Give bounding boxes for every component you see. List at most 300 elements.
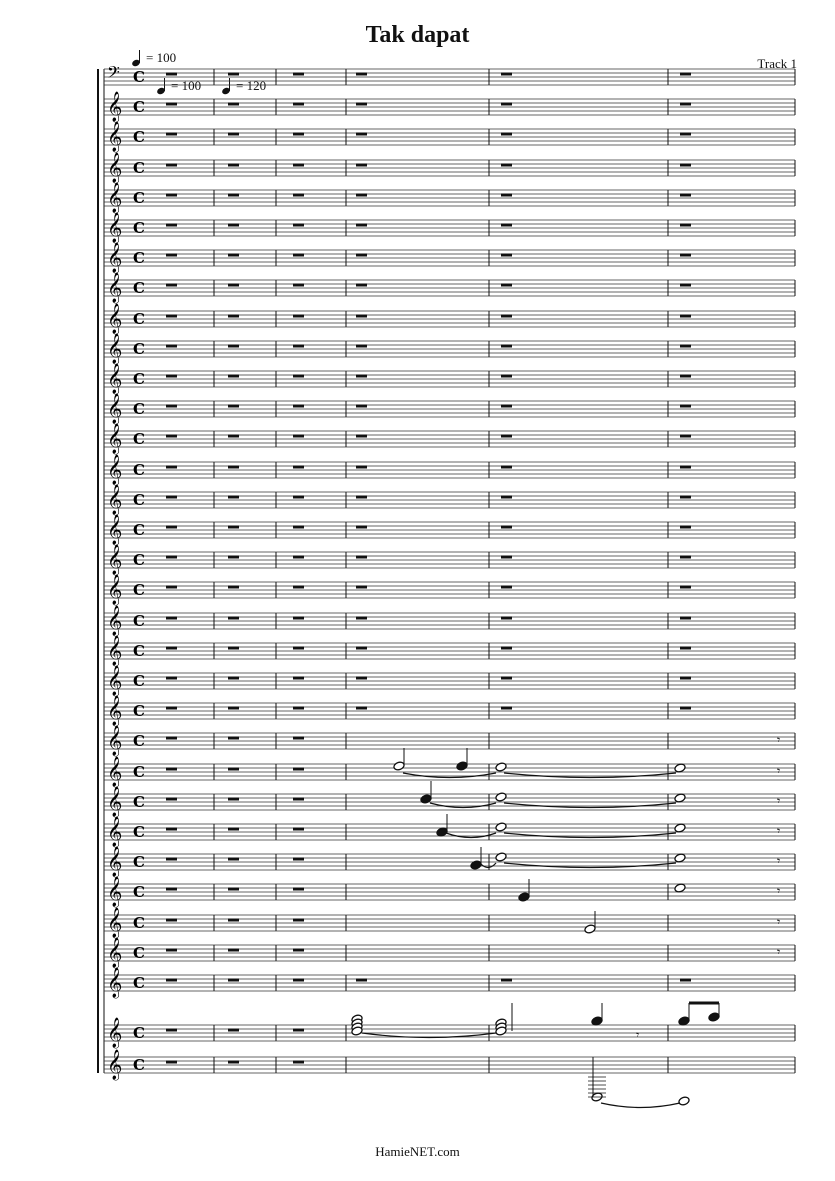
whole-rest bbox=[680, 435, 691, 438]
treble-clef-icon: 𝄞 bbox=[107, 877, 123, 907]
time-signature: C bbox=[133, 98, 145, 116]
staff bbox=[104, 423, 795, 455]
whole-rest bbox=[166, 164, 177, 167]
whole-rest bbox=[293, 133, 304, 136]
tie bbox=[504, 773, 676, 778]
treble-clef-icon: 𝄞 bbox=[107, 908, 123, 938]
whole-rest bbox=[680, 526, 691, 529]
whole-rest bbox=[680, 194, 691, 197]
staff bbox=[104, 242, 795, 274]
staff bbox=[104, 876, 795, 908]
note-head bbox=[495, 852, 507, 862]
treble-clef-icon: 𝄞 bbox=[107, 606, 123, 636]
treble-clef-icon: 𝄞 bbox=[107, 575, 123, 605]
whole-rest bbox=[501, 224, 512, 227]
treble-clef-icon: 𝄞 bbox=[107, 666, 123, 696]
staff bbox=[104, 756, 795, 788]
time-signature: C bbox=[133, 219, 145, 237]
time-signature: C bbox=[133, 1024, 145, 1042]
time-signature: C bbox=[133, 491, 145, 509]
whole-rest bbox=[356, 164, 367, 167]
eighth-rest-icon: 𝄾 bbox=[777, 794, 781, 808]
whole-rest bbox=[228, 103, 239, 106]
staff bbox=[104, 303, 795, 335]
staff bbox=[104, 62, 795, 86]
staff bbox=[104, 816, 795, 848]
whole-rest bbox=[680, 647, 691, 650]
whole-rest bbox=[228, 828, 239, 831]
treble-clef-icon: 𝄞 bbox=[107, 424, 123, 454]
whole-rest bbox=[228, 556, 239, 559]
footer-credit: HamieNET.com bbox=[375, 1144, 460, 1159]
tempo-mark-1: = 100 bbox=[132, 50, 176, 66]
whole-rest bbox=[680, 617, 691, 620]
whole-rest bbox=[356, 496, 367, 499]
staff bbox=[104, 967, 795, 999]
whole-rest bbox=[293, 858, 304, 861]
staff bbox=[104, 574, 795, 606]
staff bbox=[104, 152, 795, 184]
treble-clef-icon: 𝄞 bbox=[107, 757, 123, 787]
whole-rest bbox=[293, 798, 304, 801]
whole-rest bbox=[501, 707, 512, 710]
whole-rest bbox=[356, 617, 367, 620]
time-signature: C bbox=[133, 914, 145, 932]
score-title: Tak dapat bbox=[365, 22, 470, 48]
whole-rest bbox=[501, 103, 512, 106]
staff bbox=[104, 1017, 795, 1049]
whole-rest bbox=[356, 707, 367, 710]
treble-clef-icon: 𝄞 bbox=[107, 636, 123, 666]
whole-rest bbox=[228, 979, 239, 982]
whole-rest bbox=[293, 526, 304, 529]
whole-rest bbox=[356, 526, 367, 529]
tempo-mark-3: = 120 bbox=[222, 78, 266, 94]
time-signature: C bbox=[133, 581, 145, 599]
whole-rest bbox=[166, 707, 177, 710]
treble-clef-icon: 𝄞 bbox=[107, 213, 123, 243]
whole-rest bbox=[680, 133, 691, 136]
time-signature: C bbox=[133, 128, 145, 146]
treble-clef-icon: 𝄞 bbox=[107, 485, 123, 515]
whole-rest bbox=[501, 496, 512, 499]
whole-rest bbox=[680, 979, 691, 982]
whole-rest bbox=[356, 979, 367, 982]
whole-rest bbox=[228, 466, 239, 469]
whole-rest bbox=[501, 677, 512, 680]
whole-rest bbox=[501, 315, 512, 318]
whole-rest bbox=[356, 254, 367, 257]
whole-rest bbox=[228, 1061, 239, 1064]
tie bbox=[480, 863, 496, 868]
whole-rest bbox=[166, 73, 177, 76]
whole-rest bbox=[356, 466, 367, 469]
whole-rest bbox=[166, 798, 177, 801]
tie bbox=[504, 803, 676, 808]
whole-rest bbox=[166, 103, 177, 106]
whole-rest bbox=[293, 949, 304, 952]
time-signature: C bbox=[133, 430, 145, 448]
whole-rest bbox=[293, 919, 304, 922]
whole-rest bbox=[293, 435, 304, 438]
whole-rest bbox=[228, 1029, 239, 1032]
whole-rest bbox=[228, 949, 239, 952]
staff bbox=[104, 1049, 795, 1081]
whole-rest bbox=[228, 858, 239, 861]
whole-rest bbox=[228, 798, 239, 801]
whole-rest bbox=[501, 556, 512, 559]
whole-rest bbox=[356, 284, 367, 287]
whole-rest bbox=[680, 284, 691, 287]
tie bbox=[601, 1103, 680, 1108]
time-signature: C bbox=[133, 974, 145, 992]
whole-rest bbox=[166, 979, 177, 982]
eighth-rest-icon: 𝄾 bbox=[777, 824, 781, 838]
whole-rest bbox=[293, 496, 304, 499]
staff bbox=[104, 937, 795, 969]
whole-rest bbox=[680, 315, 691, 318]
tie bbox=[430, 803, 496, 808]
whole-rest bbox=[166, 466, 177, 469]
treble-clef-icon: 𝄞 bbox=[107, 1018, 123, 1048]
eighth-rest-icon: 𝄾 bbox=[777, 733, 781, 747]
whole-rest bbox=[501, 375, 512, 378]
time-signature: C bbox=[133, 189, 145, 207]
treble-clef-icon: 𝄞 bbox=[107, 515, 123, 545]
whole-rest bbox=[228, 284, 239, 287]
time-signature: C bbox=[133, 551, 145, 569]
whole-rest bbox=[293, 979, 304, 982]
tie bbox=[504, 863, 676, 868]
whole-rest bbox=[166, 888, 177, 891]
eighth-rest-icon: 𝄾 bbox=[777, 764, 781, 778]
whole-rest bbox=[228, 375, 239, 378]
treble-clef-icon: 𝄞 bbox=[107, 153, 123, 183]
staff bbox=[104, 454, 795, 486]
staff bbox=[104, 514, 795, 546]
whole-rest bbox=[356, 345, 367, 348]
note-head bbox=[584, 924, 596, 934]
whole-rest bbox=[166, 949, 177, 952]
treble-clef-icon: 𝄞 bbox=[107, 455, 123, 485]
time-signature: C bbox=[133, 400, 145, 418]
whole-rest bbox=[166, 919, 177, 922]
whole-rest bbox=[356, 586, 367, 589]
time-signature: C bbox=[133, 823, 145, 841]
whole-rest bbox=[166, 1029, 177, 1032]
staff bbox=[104, 786, 795, 818]
time-signature: C bbox=[133, 672, 145, 690]
whole-rest bbox=[166, 647, 177, 650]
whole-rest bbox=[228, 526, 239, 529]
treble-clef-icon: 𝄞 bbox=[107, 273, 123, 303]
whole-rest bbox=[228, 768, 239, 771]
whole-rest bbox=[293, 375, 304, 378]
whole-rest bbox=[356, 375, 367, 378]
treble-clef-icon: 𝄞 bbox=[107, 817, 123, 847]
whole-rest bbox=[166, 375, 177, 378]
whole-rest bbox=[680, 164, 691, 167]
eighth-rest-icon: 𝄾 bbox=[777, 915, 781, 929]
whole-rest bbox=[501, 254, 512, 257]
whole-rest bbox=[293, 828, 304, 831]
eighth-rest-icon: 𝄾 bbox=[777, 854, 781, 868]
whole-rest bbox=[228, 73, 239, 76]
staff bbox=[104, 272, 795, 304]
whole-rest bbox=[680, 677, 691, 680]
whole-rest bbox=[356, 224, 367, 227]
whole-rest bbox=[680, 466, 691, 469]
whole-rest bbox=[228, 677, 239, 680]
whole-rest bbox=[293, 345, 304, 348]
whole-rest bbox=[166, 737, 177, 740]
whole-rest bbox=[356, 435, 367, 438]
whole-rest bbox=[228, 435, 239, 438]
whole-rest bbox=[228, 254, 239, 257]
whole-rest bbox=[293, 617, 304, 620]
note-head bbox=[393, 761, 405, 771]
time-signature: C bbox=[133, 461, 145, 479]
whole-rest bbox=[293, 224, 304, 227]
whole-rest bbox=[680, 375, 691, 378]
whole-rest bbox=[228, 919, 239, 922]
whole-rest bbox=[228, 617, 239, 620]
whole-rest bbox=[501, 979, 512, 982]
whole-rest bbox=[166, 284, 177, 287]
staff bbox=[104, 725, 795, 757]
note-head bbox=[456, 761, 468, 771]
treble-clef-icon: 𝄞 bbox=[107, 183, 123, 213]
time-signature: C bbox=[133, 763, 145, 781]
whole-rest bbox=[293, 466, 304, 469]
whole-rest bbox=[166, 315, 177, 318]
treble-clef-icon: 𝄞 bbox=[107, 334, 123, 364]
treble-clef-icon: 𝄞 bbox=[107, 364, 123, 394]
whole-rest bbox=[293, 73, 304, 76]
time-signature: C bbox=[133, 1056, 145, 1074]
treble-clef-icon: 𝄞 bbox=[107, 938, 123, 968]
whole-rest bbox=[356, 405, 367, 408]
whole-rest bbox=[680, 707, 691, 710]
staff bbox=[104, 695, 795, 727]
whole-rest bbox=[293, 164, 304, 167]
whole-rest bbox=[501, 617, 512, 620]
whole-rest bbox=[228, 315, 239, 318]
whole-rest bbox=[680, 254, 691, 257]
bass-clef-icon: 𝄢 bbox=[107, 62, 120, 86]
whole-rest bbox=[356, 133, 367, 136]
tie bbox=[403, 773, 496, 778]
staff bbox=[104, 484, 795, 516]
treble-clef-icon: 𝄞 bbox=[107, 122, 123, 152]
whole-rest bbox=[356, 194, 367, 197]
treble-clef-icon: 𝄞 bbox=[107, 726, 123, 756]
whole-rest bbox=[501, 647, 512, 650]
note-head bbox=[495, 792, 507, 802]
whole-rest bbox=[293, 677, 304, 680]
whole-rest bbox=[228, 164, 239, 167]
time-signature: C bbox=[133, 68, 145, 86]
time-signature: C bbox=[133, 612, 145, 630]
whole-rest bbox=[166, 677, 177, 680]
whole-rest bbox=[293, 103, 304, 106]
eighth-rest-icon: 𝄾 bbox=[777, 884, 781, 898]
time-signature: C bbox=[133, 159, 145, 177]
whole-rest bbox=[293, 1061, 304, 1064]
whole-rest bbox=[293, 647, 304, 650]
whole-rest bbox=[501, 164, 512, 167]
whole-rest bbox=[293, 284, 304, 287]
whole-rest bbox=[356, 556, 367, 559]
whole-rest bbox=[293, 707, 304, 710]
whole-rest bbox=[680, 345, 691, 348]
whole-rest bbox=[166, 194, 177, 197]
whole-rest bbox=[680, 103, 691, 106]
time-signature: C bbox=[133, 279, 145, 297]
whole-rest bbox=[166, 345, 177, 348]
whole-rest bbox=[356, 677, 367, 680]
whole-rest bbox=[228, 647, 239, 650]
whole-rest bbox=[228, 345, 239, 348]
whole-rest bbox=[228, 224, 239, 227]
whole-rest bbox=[680, 405, 691, 408]
whole-rest bbox=[501, 435, 512, 438]
whole-rest bbox=[166, 526, 177, 529]
staff bbox=[104, 605, 795, 637]
time-signature: C bbox=[133, 642, 145, 660]
staff bbox=[104, 212, 795, 244]
time-signature: C bbox=[133, 732, 145, 750]
treble-clef-icon: 𝄞 bbox=[107, 394, 123, 424]
whole-rest bbox=[680, 556, 691, 559]
note-head bbox=[518, 892, 530, 902]
whole-rest bbox=[501, 466, 512, 469]
staff bbox=[104, 665, 795, 697]
whole-rest bbox=[166, 858, 177, 861]
whole-rest bbox=[293, 1029, 304, 1032]
time-signature: C bbox=[133, 853, 145, 871]
whole-rest bbox=[166, 556, 177, 559]
whole-rest bbox=[680, 496, 691, 499]
whole-rest bbox=[293, 556, 304, 559]
treble-clef-icon: 𝄞 bbox=[107, 92, 123, 122]
whole-rest bbox=[166, 617, 177, 620]
whole-rest bbox=[501, 526, 512, 529]
treble-clef-icon: 𝄞 bbox=[107, 1050, 123, 1080]
staff bbox=[104, 121, 795, 153]
track-label: Track 1 bbox=[757, 56, 797, 71]
eighth-rest-icon: 𝄾 bbox=[777, 945, 781, 959]
whole-rest bbox=[228, 707, 239, 710]
whole-rest bbox=[356, 73, 367, 76]
note-head bbox=[470, 860, 482, 870]
whole-rest bbox=[356, 103, 367, 106]
whole-rest bbox=[228, 496, 239, 499]
whole-rest bbox=[356, 315, 367, 318]
whole-rest bbox=[166, 435, 177, 438]
whole-rest bbox=[166, 133, 177, 136]
time-signature: C bbox=[133, 370, 145, 388]
whole-rest bbox=[166, 828, 177, 831]
time-signature: C bbox=[133, 702, 145, 720]
note-head bbox=[708, 1012, 720, 1022]
staff bbox=[104, 363, 795, 395]
whole-rest bbox=[501, 586, 512, 589]
eighth-rest-icon: 𝄾 bbox=[636, 1028, 640, 1042]
whole-rest bbox=[501, 284, 512, 287]
whole-rest bbox=[166, 1061, 177, 1064]
time-signature: C bbox=[133, 340, 145, 358]
staff bbox=[104, 91, 795, 123]
time-signature: C bbox=[133, 249, 145, 267]
whole-rest bbox=[501, 73, 512, 76]
whole-rest bbox=[501, 405, 512, 408]
staff bbox=[104, 393, 795, 425]
whole-rest bbox=[166, 254, 177, 257]
whole-rest bbox=[166, 586, 177, 589]
note-head bbox=[495, 762, 507, 772]
whole-rest bbox=[293, 737, 304, 740]
whole-rest bbox=[680, 73, 691, 76]
whole-rest bbox=[228, 586, 239, 589]
treble-clef-icon: 𝄞 bbox=[107, 847, 123, 877]
whole-rest bbox=[228, 737, 239, 740]
note-head bbox=[495, 822, 507, 832]
whole-rest bbox=[293, 315, 304, 318]
whole-rest bbox=[293, 586, 304, 589]
whole-rest bbox=[166, 496, 177, 499]
tempo-mark-2: = 100 bbox=[157, 78, 201, 94]
whole-rest bbox=[680, 224, 691, 227]
whole-rest bbox=[293, 254, 304, 257]
treble-clef-icon: 𝄞 bbox=[107, 243, 123, 273]
whole-rest bbox=[166, 405, 177, 408]
whole-rest bbox=[228, 405, 239, 408]
time-signature: C bbox=[133, 521, 145, 539]
whole-rest bbox=[356, 647, 367, 650]
treble-clef-icon: 𝄞 bbox=[107, 304, 123, 334]
staff bbox=[104, 544, 795, 576]
whole-rest bbox=[293, 768, 304, 771]
staff bbox=[104, 846, 795, 878]
staff bbox=[104, 182, 795, 214]
whole-rest bbox=[228, 888, 239, 891]
time-signature: C bbox=[133, 310, 145, 328]
treble-clef-icon: 𝄞 bbox=[107, 696, 123, 726]
treble-clef-icon: 𝄞 bbox=[107, 545, 123, 575]
whole-rest bbox=[293, 405, 304, 408]
whole-rest bbox=[228, 133, 239, 136]
staff bbox=[104, 333, 795, 365]
staff bbox=[104, 907, 795, 939]
whole-rest bbox=[166, 768, 177, 771]
treble-clef-icon: 𝄞 bbox=[107, 968, 123, 998]
whole-rest bbox=[293, 888, 304, 891]
time-signature: C bbox=[133, 883, 145, 901]
treble-clef-icon: 𝄞 bbox=[107, 787, 123, 817]
note-head bbox=[678, 1096, 690, 1106]
tie bbox=[504, 833, 676, 838]
whole-rest bbox=[501, 133, 512, 136]
whole-rest bbox=[501, 194, 512, 197]
whole-rest bbox=[680, 586, 691, 589]
whole-rest bbox=[166, 224, 177, 227]
whole-rest bbox=[501, 345, 512, 348]
whole-rest bbox=[293, 194, 304, 197]
staff bbox=[104, 635, 795, 667]
time-signature: C bbox=[133, 944, 145, 962]
whole-rest bbox=[228, 194, 239, 197]
